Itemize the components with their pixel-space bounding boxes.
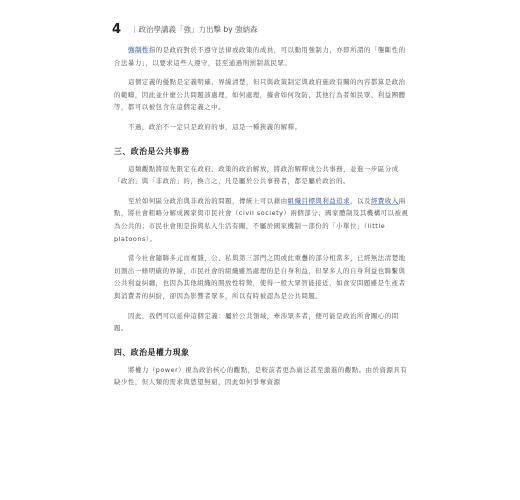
- paragraph-power: 將權力（power）視為政治核心的觀點，是較前者更為廣泛甚至激進的觀點。由於資源具有缺少性，但人類的需求與慾望無窮，因此如何爭奪資源: [114, 365, 408, 387]
- page-number: 4: [112, 22, 122, 37]
- paragraph-text: 兩點，將社會粗略分解成國家與市民社會（civil society）兩個部分；國家體制及其機構可以被視為公共的；市民社會則是指與私人生活有關，不屬於國家機制一部份的「小單位」（little platoons）。: [114, 196, 409, 243]
- paragraph-third-sector: 當今社會隨聯多元而複雜，公、私與第三部門之間或此重疊的部分相當多，已經無法清楚地切割出一條明確的界線，市民社會的組織雖然處理的是自身利益，但眾多人的自身利益也聯繫與公共利益糾纏，也因為其他組織的開放性特徵，使得一般大眾智能接近，如食安問題雖是生產者與消費者的糾紛，卻因為影響者眾多，所以有時被認為是公共問題。: [114, 254, 406, 300]
- paragraph-text: ，以及: [350, 196, 371, 205]
- paragraph-public-affairs: 這類觀點將原先限定在政府、政策的政治解放，將政治解釋成公共事務，並進一步區分成「政治」與「非政治」的，換言之，凡是屬於公共事務者，都是屬於政治的。: [114, 164, 399, 186]
- highlighted-phrase: 經費收入: [370, 196, 399, 205]
- paragraph-text: 至於如何區分政治與非政治的問題，傳統上可以藉由: [128, 196, 288, 205]
- paragraph-definition-merit: 這個定義的優點是定義明確，界線清楚，但只與政策制定與政府施政有關的內容都算是政治的範疇，因此並什麼公共問題該處理，如何處理，據會如何攻防，其他行為者如民眾、利益團體等，都可以被包含在這個定義之中。: [114, 78, 406, 112]
- section-heading-public-affairs: 三、政治是公共事務: [114, 146, 190, 156]
- highlighted-phrase: 組織目標與利益追求: [287, 196, 351, 205]
- paragraph-extended-definition: 因此，我們可以延伸這個定義：屬於公共領域，牽涉眾多者，便可能是政治所會關心的問題。: [114, 311, 399, 333]
- paragraph-narrow-view: 不過，政治不一定只是政府的事，這是一種狹義的解釋。: [128, 122, 302, 131]
- highlighted-term: 強制性: [128, 46, 149, 54]
- page-header: [112, 22, 258, 37]
- section-heading-power: 四、政治是權力現象: [114, 347, 190, 357]
- paragraph-coercion: [114, 44, 410, 69]
- paragraph-text: 指的是政府對於不遵守法律或政策的成員，可以動用強制力，亦即所謂的「壟斷性的合法暴力」，以要求這些人遵守，甚至通過刑罰制裁民眾。: [114, 46, 406, 67]
- running-title: ｜政治學講義「強」力出擊 by 強納森: [131, 25, 258, 34]
- paragraph-state-civil-society: [114, 195, 410, 245]
- page-body: [114, 44, 410, 396]
